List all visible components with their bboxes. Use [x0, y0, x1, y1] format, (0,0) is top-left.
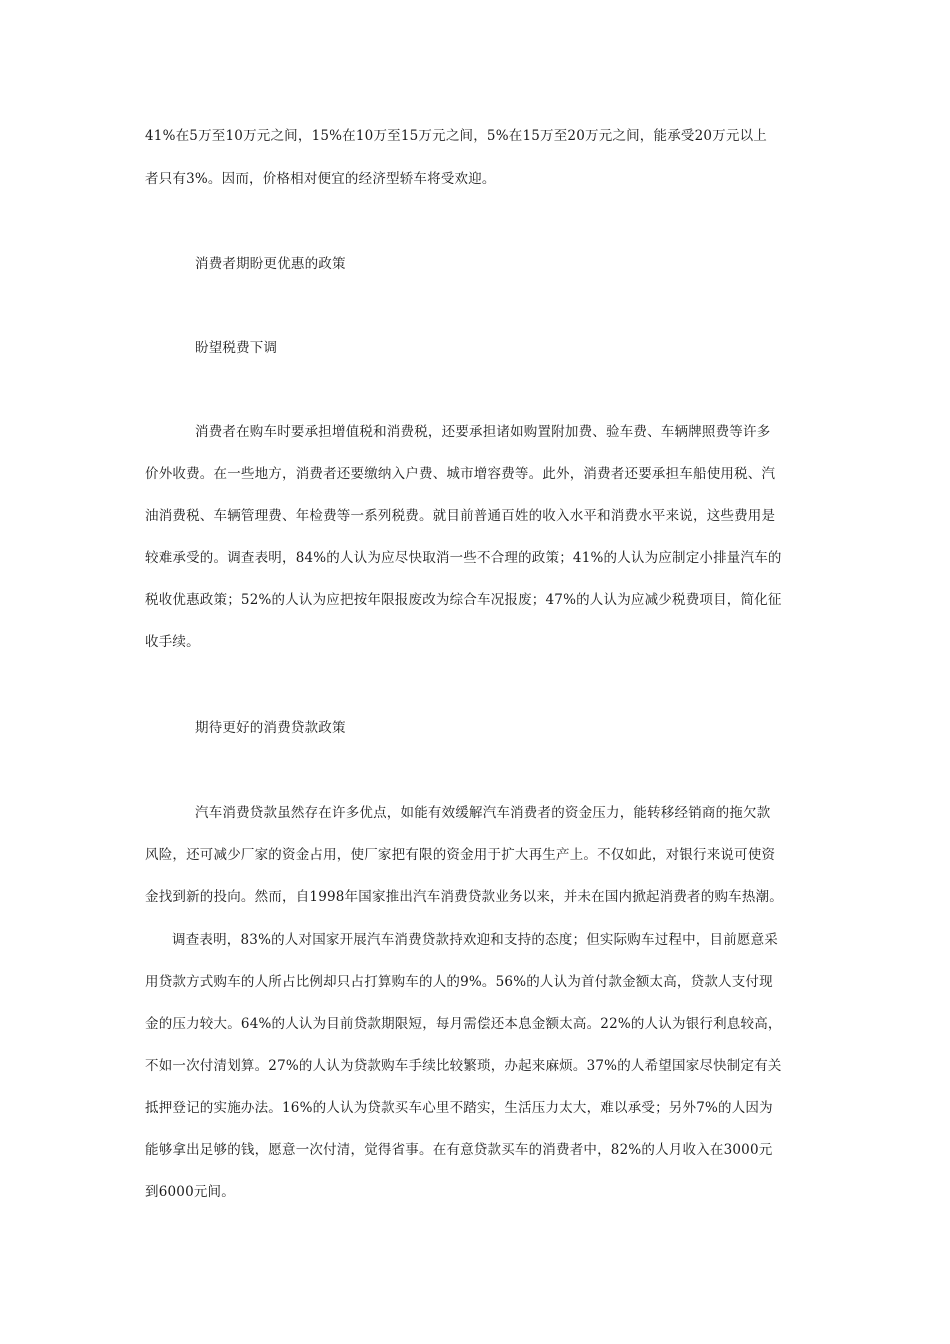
paragraph-line: 41%在5万至10万元之间，15%在10万至15万元之间，5%在15万至20万元之间，能承受20万元以上: [145, 128, 767, 144]
subsection-heading: 盼望税费下调: [195, 340, 278, 356]
paragraph-line: 风险，还可减少厂家的资金占用，使厂家把有限的资金用于扩大再生产上。不仅如此，对银行来说可使资: [145, 847, 776, 863]
subsection-heading: 期待更好的消费贷款政策: [195, 720, 346, 736]
paragraph-line: 到6000元间。: [145, 1184, 235, 1200]
paragraph-line: 税收优惠政策；52%的人认为应把按年限报废改为综合车况报废；47%的人认为应减少税费项目，简化征: [145, 592, 782, 608]
paragraph-line: 较难承受的。调查表明，84%的人认为应尽快取消一些不合理的政策；41%的人认为应制定小排量汽车的: [145, 550, 782, 566]
paragraph-line: 收手续。: [145, 634, 200, 650]
paragraph-line: 金找到新的投向。然而，自1998年国家推出汽车消费贷款业务以来，并未在国内掀起消费者的购车热潮。: [145, 889, 783, 905]
paragraph-line: 调查表明，83%的人对国家开展汽车消费贷款持欢迎和支持的态度；但实际购车过程中，目前愿意采: [172, 932, 779, 948]
paragraph-line: 能够拿出足够的钱，愿意一次付清，觉得省事。在有意贷款买车的消费者中，82%的人月收入在3000元: [145, 1142, 773, 1158]
paragraph-line: 者只有3%。因而，价格相对便宜的经济型轿车将受欢迎。: [145, 171, 496, 187]
paragraph-line: 金的压力较大。64%的人认为目前贷款期限短，每月需偿还本息金额太高。22%的人认为银行利息较高，: [145, 1016, 782, 1032]
section-heading: 消费者期盼更优惠的政策: [195, 256, 346, 272]
paragraph-line: 价外收费。在一些地方，消费者还要缴纳入户费、城市增容费等。此外，消费者还要承担车船使用税、汽: [145, 466, 776, 482]
paragraph-line: 不如一次付清划算。27%的人认为贷款购车手续比较繁琐，办起来麻烦。37%的人希望国家尽快制定有关: [145, 1058, 782, 1074]
paragraph-line: 油消费税、车辆管理费、年检费等一系列税费。就目前普通百姓的收入水平和消费水平来说，这些费用是: [145, 508, 776, 524]
paragraph-line: 消费者在购车时要承担增值税和消费税，还要承担诸如购置附加费、验车费、车辆牌照费等许多: [195, 424, 771, 440]
paragraph-line: 抵押登记的实施办法。16%的人认为贷款买车心里不踏实，生活压力太大，难以承受；另外7%的人因为: [145, 1100, 773, 1116]
paragraph-line: 汽车消费贷款虽然存在许多优点，如能有效缓解汽车消费者的资金压力，能转移经销商的拖欠款: [195, 805, 771, 821]
paragraph-line: 用贷款方式购车的人所占比例却只占打算购车的人的9%。56%的人认为首付款金额太高，贷款人支付现: [145, 974, 773, 990]
